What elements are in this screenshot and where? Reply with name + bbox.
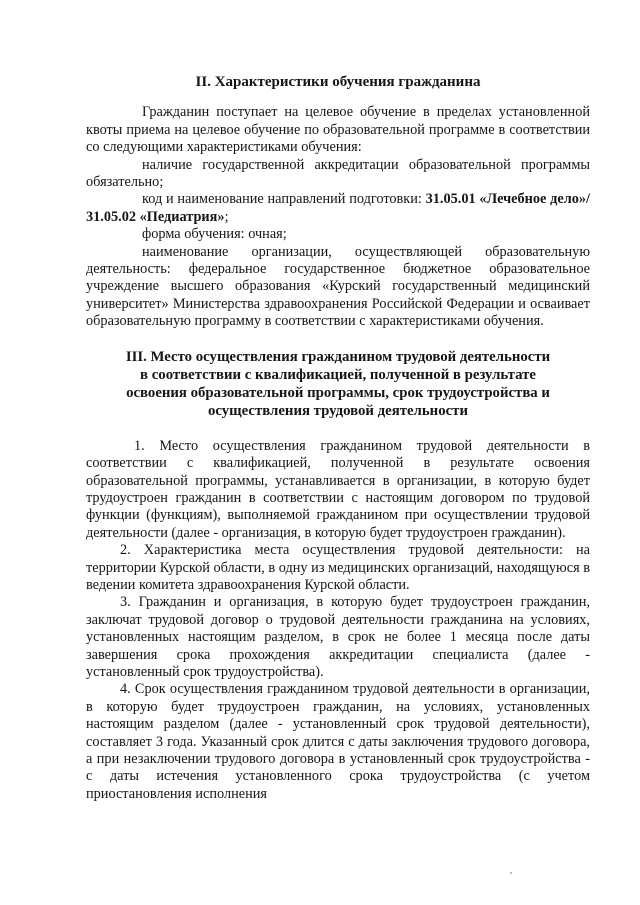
section-3-title-line-2: в соответствии с квалификацией, полученной в результате	[140, 366, 536, 383]
section-3-item-1: 1. Место осуществления гражданином трудовой деятельности в соответствии с квалификацией, полученной в результате освоения образовательной программы, устанавливается в организации, в которую будет трудоустроен гражданин в соответствии с настоящим договором по трудовой функции (функциям), выполняемой гражданином при осуществлении трудовой деятельности (далее - организация, в которую будет трудоустроен гражданин).	[86, 437, 590, 541]
section-2-title: II. Характеристики обучения гражданина	[195, 74, 481, 90]
section-3-title-line-1: III. Место осуществления гражданином трудовой деятельности	[125, 348, 551, 365]
specialty-end: ;	[224, 208, 229, 225]
specialty-label: код и наименование направлений подготовки:	[142, 191, 426, 208]
section-3-title-line-4: осуществления трудовой деятельности	[208, 402, 468, 419]
accreditation-paragraph: наличие государственной аккредитации образовательной программы обязательно;	[86, 156, 590, 191]
section-3-title	[86, 348, 590, 420]
section-3-item-3: 3. Гражданин и организация, в которую будет трудоустроен гражданин, заключат трудовой договор о трудовой деятельности гражданина на условиях, установленных настоящим разделом, в срок не более 1 месяца после даты завершения срока прохождения аккредитации специалиста (далее - установленный срок трудоустройства).	[86, 594, 590, 680]
section-3-item-2: 2. Характеристика места осуществления трудовой деятельности: на территории Курской области, в одну из медицинских организаций, находящуюся в ведении комитета здравоохранения Курской области.	[86, 542, 590, 593]
document-page	[86, 74, 590, 803]
section-2-intro-paragraph: Гражданин поступает на целевое обучение в пределах установленной квоты приема на целевое обучение по образовательной программе в соответствии со следующими характеристиками обучения:	[86, 104, 590, 156]
specialty-codes: 31.05.01 «Лечебное дело»/ 31.05.02 «Педиатрия»	[86, 191, 590, 225]
specialty-paragraph	[86, 191, 590, 226]
scan-speck	[510, 872, 512, 874]
section-3-title-line-3: освоения образовательной программы, срок трудоустройства и	[126, 384, 550, 401]
section-3-item-4: 4. Срок осуществления гражданином трудовой деятельности в организации, в которую будет трудоустроен гражданин, на условиях, установленных настоящим разделом (далее - установленный срок трудовой деятельности), составляет 3 года. Указанный срок длится с даты заключения трудового договора, а при незаключении трудового договора в установленный срок трудоустройства - с даты истечения установленного срока трудоустройства (с учетом приостановления исполнения	[86, 681, 590, 802]
study-form-paragraph: форма обучения: очная;	[142, 226, 287, 243]
organization-paragraph: наименование организации, осуществляющей образовательную деятельность: федеральное государственное бюджетное образовательное учреждение высшего образования «Курский государственный медицинский университет» Министерства здравоохранения Российской Федерации и осваивает образовательную программу в соответствии с характеристиками обучения.	[86, 243, 590, 330]
